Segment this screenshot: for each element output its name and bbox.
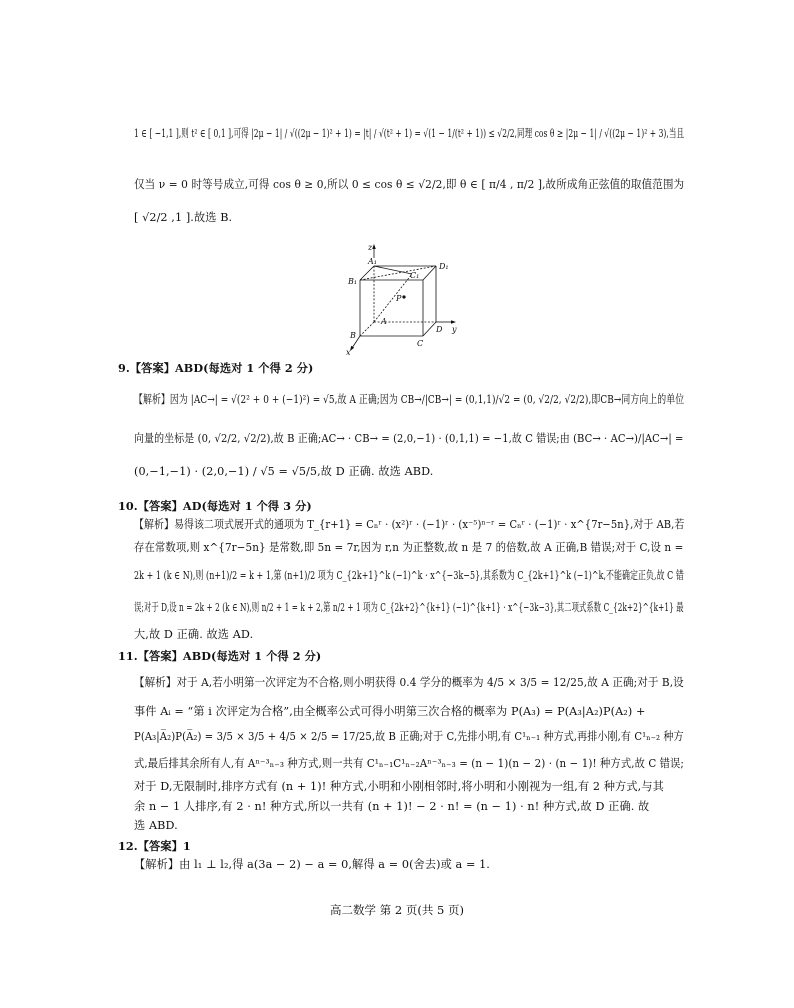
q11-analysis-1: 【解析】对于 A,若小明第一次评定为不合格,则小明获得 0.4 学分的概率为 4/5 × 3/5 = 12/25,故 A 正确;对于 B,设 (134, 676, 684, 689)
q12-answer: 12.【答案】1 (118, 839, 191, 853)
label-A: A (381, 317, 387, 326)
q11-analysis-6: 余 n − 1 人排序,有 2 · n! 种方式,所以一共有 (n + 1)! − 2 · n! = (n − 1) · n! 种方式,故 D 正确. 故 (134, 800, 650, 813)
label-z: z (368, 243, 373, 252)
label-D1: D₁ (439, 262, 449, 271)
label-B: B (350, 331, 356, 340)
label-D: D (436, 325, 443, 334)
q9-answer: 9.【答案】ABD(每选对 1 个得 2 分) (118, 361, 314, 375)
text-line-2: 仅当 ν = 0 时等号成立,可得 cos θ ≥ 0,所以 0 ≤ cos θ ≤ √2/2,即 θ ∈ [ π/4 , π/2 ],故所成角正弦值的取值范围为 (134, 178, 685, 191)
point-P (402, 295, 405, 298)
q11-analysis-2: 事件 Aᵢ = “第 i 次评定为合格”,由全概率公式可得小明第三次合格的概率为 P(A₃) = P(A₃|A₂)P(A₂) + (134, 705, 646, 718)
q9-analysis-1: 【解析】因为 |AC→| = √(2² + 0 + (−1)²) = √5,故 A 正确;因为 CB→/|CB→| = (0,1,1)/√2 = (0, √2/2, √2/2),即CB→同方向上的单位 (134, 393, 685, 406)
q11-analysis-5: 对于 D,无限制时,排序方式有 (n + 1)! 种方式,小明和小刚相邻时,将小明和小刚视为一组,有 2 种方式,与其 (134, 780, 664, 793)
label-P: P (396, 294, 402, 303)
q10-analysis-5: 大,故 D 正确. 故选 AD. (134, 628, 254, 641)
q11-analysis-4: 式,最后排其余所有人,有 Aⁿ⁻³ₙ₋₃ 种方式,则一共有 C¹ₙ₋₁C¹ₙ₋₂Aⁿ⁻³ₙ₋₃ = (n − 1)(n − 2) · (n − 1)! 种方式,故 C 错误; (134, 757, 684, 770)
label-y: y (452, 325, 457, 334)
diag-A-C1 (374, 274, 412, 322)
y-arrowhead (451, 320, 456, 324)
q10-analysis-2: 存在常数项,则 x^{7r−5n} 是常数,即 5n = 7r,因为 r,n 为正整数,故 n 是 7 的倍数,故 A 正确,B 错误;对于 C,设 n = (134, 541, 684, 554)
q11-analysis-7: 选 ABD. (134, 819, 178, 832)
diag-A1-C1 (374, 266, 412, 274)
q9-analysis-2: 向量的坐标是 (0, √2/2, √2/2),故 B 正确;AC→ · CB→ = (2,0,−1) · (0,1,1) = −1,故 C 错误;由 (BC→ · AC→)/|AC→| = (134, 432, 684, 445)
q10-answer: 10.【答案】AD(每选对 1 个得 3 分) (118, 499, 312, 513)
cube-figure (338, 240, 468, 358)
label-A1: A₁ (368, 257, 377, 266)
label-B1: B₁ (348, 277, 358, 286)
z-arrowhead (372, 244, 376, 249)
text-line-3: [ √2/2 ,1 ].故选 B. (134, 211, 233, 224)
x-arrowhead (350, 346, 354, 351)
edge-A-B (360, 322, 374, 336)
page-footer: 高二数学 第 2 页(共 5 页) (330, 903, 464, 917)
label-x: x (346, 348, 351, 357)
label-C1: C₁ (410, 271, 420, 280)
label-C: C (417, 339, 424, 348)
text-line-1: 1 ∈ [ −1,1 ],则 t² ∈ [ 0,1 ],可得 |2μ − 1| / √((2μ − 1)² + 1) = |t| / √(t² + 1) = √(1 − 1/(t² + 1)) ≤ √2/2,同理 cos θ ≥ |2μ − 1| / √((2μ − 1)² + 3),当且 (134, 127, 685, 140)
q9-analysis-3: (0,−1,−1) · (2,0,−1) / √5 = √5/5,故 D 正确. 故选 ABD. (134, 465, 434, 478)
q10-analysis-3: 2k + 1 (k ∈ N),则 (n+1)/2 = k + 1,第 (n+1)/2 项为 C_{2k+1}^k (−1)^k · x^{−3k−5},其系数为 C_{2k+1}^k (−1)^k,不能确定正负,故 C 错 (134, 569, 684, 582)
edge-C-D (423, 322, 436, 336)
q11-answer: 11.【答案】ABD(每选对 1 个得 2 分) (118, 649, 322, 663)
q11-analysis-3: P(A₃|A̅₂)P(A̅₂) = 3/5 × 3/5 + 4/5 × 2/5 = 17/25,故 B 正确;对于 C,先排小明,有 C¹ₙ₋₁ 种方式,再排小刚,有 C¹ₙ₋₂ 种方 (134, 730, 684, 743)
q12-analysis-1: 【解析】由 l₁ ⊥ l₂,得 a(3a − 2) − a = 0,解得 a = 0(舍去)或 a = 1. (134, 858, 490, 871)
q10-analysis-1: 【解析】易得该二项式展开式的通项为 T_{r+1} = Cₙʳ · (x²)ʳ · (−1)ʳ · (x⁻⁵)ⁿ⁻ʳ = Cₙʳ · (−1)ʳ · x^{7r−5n},对于 AB,若 (134, 518, 685, 531)
q10-analysis-4: 误;对于 D,设 n = 2k + 2 (k ∈ N),则 n/2 + 1 = k + 2,第 n/2 + 1 项为 C_{2k+2}^{k+1} (−1)^{k+1} · x^{−3k−3},其二项式系数 C_{2k+2}^{k+1} 最 (134, 601, 684, 614)
